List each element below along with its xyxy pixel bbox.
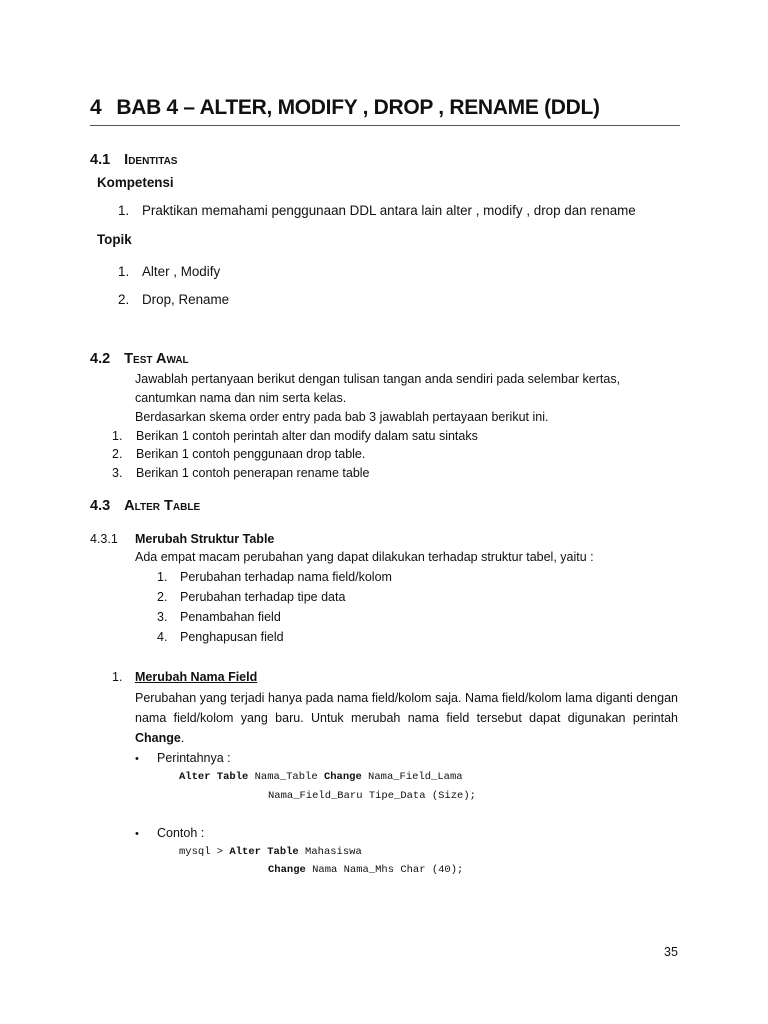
bullet-icon: •: [135, 753, 139, 765]
chapter-heading: [90, 96, 600, 120]
list-item: 3. Penambahan field: [157, 610, 281, 624]
section-title: Alter Table: [124, 498, 201, 514]
list-item: 1. Praktikan memahami penggunaan DDL antara lain alter , modify , drop dan rename: [118, 203, 636, 218]
section-4-2-heading: [90, 350, 189, 368]
topik-label: Topik: [97, 232, 132, 247]
syntax-line-2: Nama_Field_Baru Tipe_Data (Size);: [268, 790, 476, 802]
list-item: 2. Berikan 1 contoh penggunaan drop table.: [112, 447, 366, 461]
example-line-1: mysql > Alter Table Mahasiswa: [179, 846, 362, 858]
section-title: Test Awal: [124, 351, 189, 367]
bullet-icon: •: [135, 828, 139, 840]
list-item: 1. Perubahan terhadap nama field/kolom: [157, 570, 392, 584]
heading-rule: [90, 125, 680, 126]
section-4-1-heading: [90, 151, 177, 169]
list-item: 2. Drop, Rename: [118, 292, 230, 307]
kompetensi-label: Kompetensi: [97, 175, 174, 190]
section-number: 4.2: [90, 351, 111, 367]
syntax-line-1: Alter Table Nama_Table Change Nama_Field_Lama: [179, 771, 463, 783]
example-line-2: Change Nama Nama_Mhs Char (40);: [268, 864, 464, 876]
section-4-3-heading: [90, 497, 200, 515]
list-item: 1. Berikan 1 contoh perintah alter dan modify dalam satu sintaks: [112, 429, 478, 443]
chapter-number: 4: [90, 96, 102, 119]
subsection-title: Merubah Struktur Table: [135, 532, 275, 546]
intro-line: Jawablah pertanyaan berikut dengan tulisan tangan anda sendiri pada selembar kertas,: [135, 372, 621, 386]
intro-line: cantumkan nama dan nim serta kelas.: [135, 391, 347, 405]
list-item: 2. Perubahan terhadap tipe data: [157, 590, 346, 604]
chapter-title: BAB 4 – ALTER, MODIFY , DROP , RENAME (DDL): [116, 96, 600, 119]
intro-line: Berdasarkan skema order entry pada bab 3 jawablah pertayaan berikut ini.: [135, 410, 549, 424]
contoh-line: • Contoh :: [135, 826, 205, 840]
list-item: 3. Berikan 1 contoh penerapan rename table: [112, 466, 370, 480]
subsection-intro: Ada empat macam perubahan yang dapat dilakukan terhadap struktur tabel, yaitu :: [135, 550, 594, 564]
page-number: 35: [664, 945, 678, 959]
section-title: Identitas: [124, 152, 178, 168]
point-paragraph: Perubahan yang terjadi hanya pada nama field/kolom saja. Nama field/kolom lama diganti dengan nama field/kolom yang baru. Untuk merubah nama field tersebut dapat digunakan perintah Change.: [135, 691, 678, 745]
point-number: 1.: [112, 670, 123, 684]
section-number: 4.1: [90, 152, 111, 168]
point-title: Merubah Nama Field: [135, 670, 258, 684]
list-item: 1. Alter , Modify: [118, 264, 221, 279]
list-item: 4. Penghapusan field: [157, 630, 284, 644]
subsection-number: 4.3.1: [90, 532, 118, 546]
perintah-line: • Perintahnya :: [135, 751, 231, 765]
section-number: 4.3: [90, 498, 111, 514]
